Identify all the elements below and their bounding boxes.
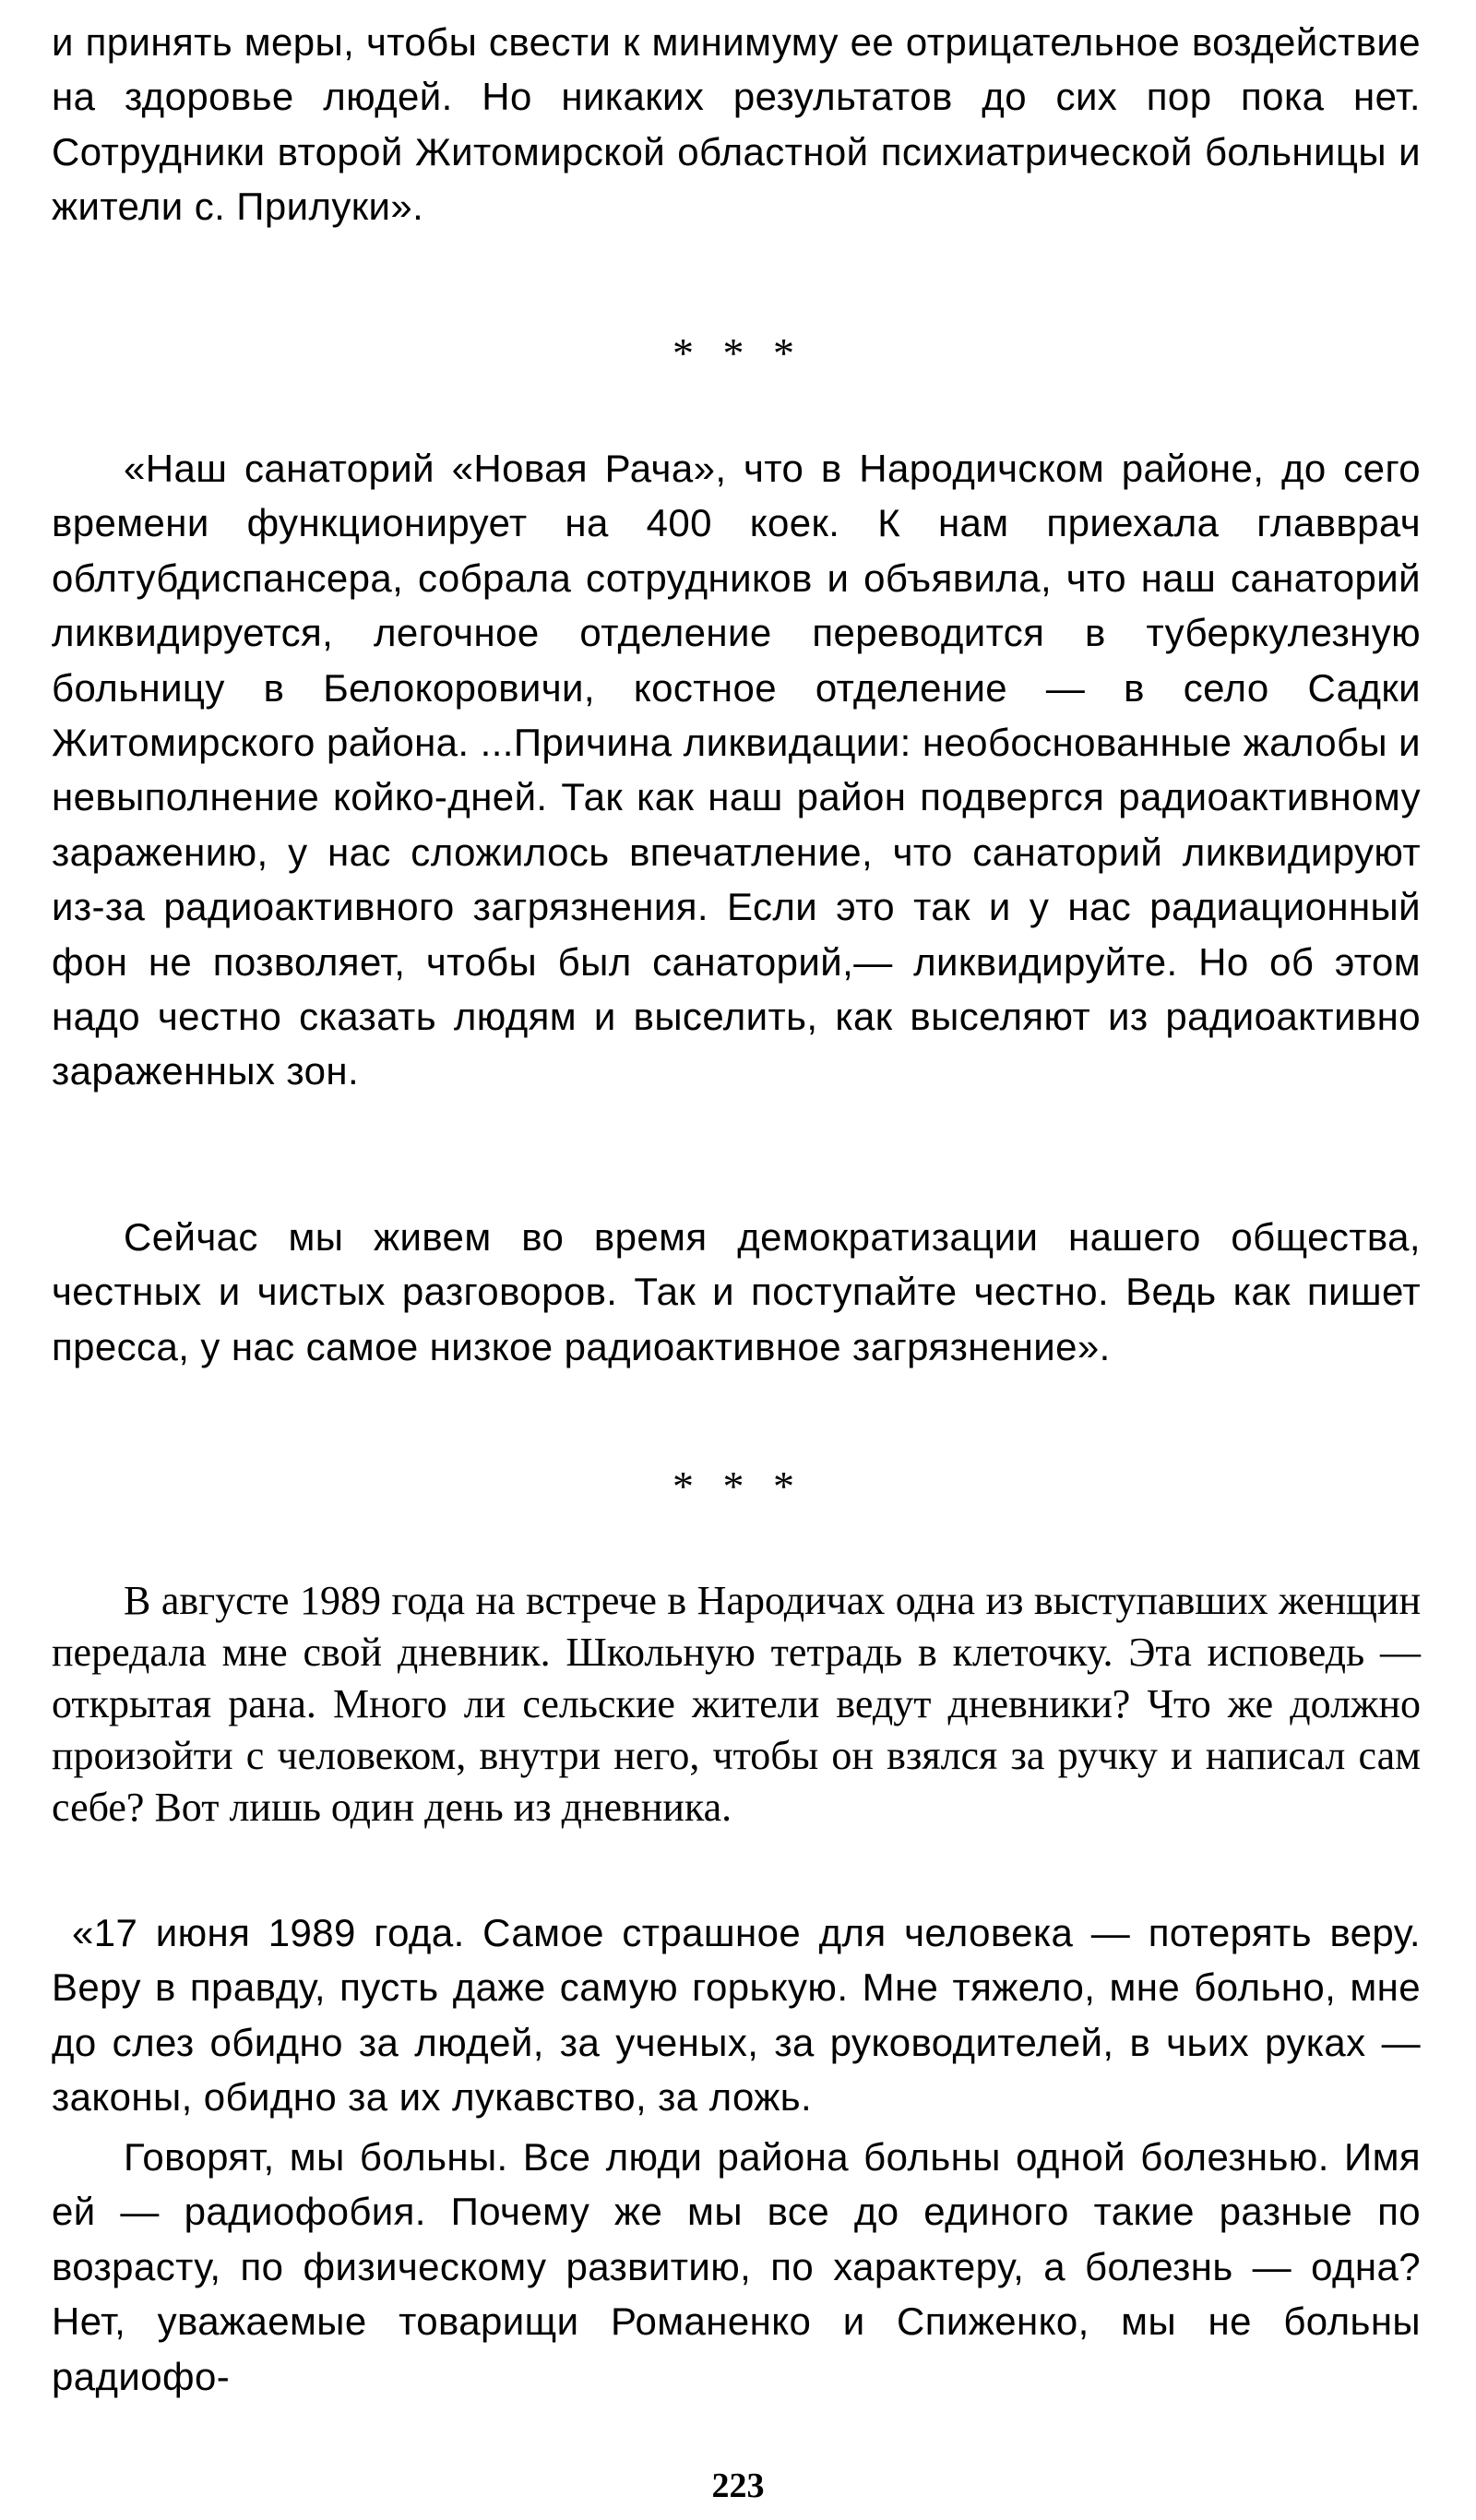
paragraph-sanatorium-letter-ending: Сейчас мы живем во время демократизации нашего общества, честных и чистых разговоров. Так и поступайте честно. Ведь как пишет пресса, у нас самое низкое радиоактивное загрязнение». bbox=[52, 1215, 1421, 1368]
paragraph-letter-ending: и принять меры, чтобы свести к минимуму ее отрицательное воздействие на здоровье людей. Но никаких результатов до сих пор пока нет. Сотрудники второй Житомирской областной психиатрической больницы и жители с. Прилуки». bbox=[52, 20, 1421, 229]
paragraph-diary-continued: Говорят, мы больны. Все люди района больны одной болезнью. Имя ей — радиофобия. Почему же мы все до единого такие разные по возрасту, по физическому развитию, по характеру, а болезнь — одна? Нет, уважаемые товарищи Романенко и Спиженко, мы не больны радиофо- bbox=[52, 2135, 1421, 2398]
paragraph-sanatorium-letter: «Наш санаторий «Новая Рача», что в Народичском районе, до сего времени функционирует на 400 коек. К нам приехала главврач облтубдиспансера, собрала сотрудников и объявила, что наш санаторий ликвидируется, легочное отделение переводится в туберкулезную больницу в Белокоровичи, костное отделение — в село Садки Житомирского района. ...Причина ликвидации: необоснованные жалобы и невыполнение койко-дней. Так как наш район подвергся радиоактивному заражению, у нас сложилось впечатление, что санаторий ликвидируют из-за радиоактивного загрязнения. Если это так и у нас радиационный фон не позволяет, чтобы был санаторий,— ликвидируйте. Но об этом надо честно сказать людям и выселить, как выселяют из радиоактивно зараженных зон. bbox=[52, 447, 1421, 1093]
section-separator: * * * bbox=[673, 1463, 803, 1510]
paragraph-author-diary-intro: В августе 1989 года на встрече в Народичах одна из выступавших женщин передала мне свой дневник. Школьную тетрадь в клеточку. Эта исповедь — открытая рана. Много ли сельские жители ведут дневники? Что же должно произойти с человеком, внутри него, чтобы он взялся за ручку и написал сам себе? Вот лишь один день из дневника. bbox=[52, 1578, 1421, 1830]
page-number: 223 bbox=[711, 2466, 765, 2505]
paragraph-diary-entry: «17 июня 1989 года. Самое страшное для человека — потерять веру. Веру в правду, пусть даже самую горькую. Мне тяжело, мне больно, мне до слез обидно за людей, за ученых, за руководителей, в чьих руках — законы, обидно за их лукавство, за ложь. bbox=[52, 1911, 1421, 2120]
section-separator: * * * bbox=[673, 329, 803, 376]
